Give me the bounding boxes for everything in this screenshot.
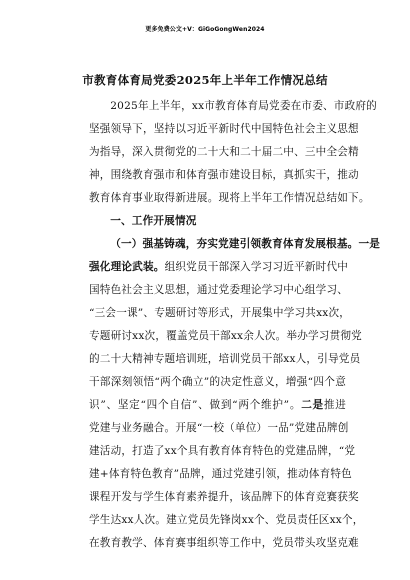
text-line: 专题研讨xx次，覆盖党员干部xx余人次。举办学习贯彻党 <box>89 330 362 342</box>
text-span: 识”、坚定“四个自信”、做到“两个维护”。 <box>89 399 302 411</box>
section-heading: 一、工作开展情况 <box>110 215 197 227</box>
text-line: 教育体育事业取得新进展。现将上半年工作情况总结如下。 <box>89 192 370 204</box>
text-line: 建+体育特色教育”品牌，通过党建引领，推动体育特色 <box>89 468 352 480</box>
text-line: 在教育教学、体育赛事组织等工作中，党员带头攻坚克难 <box>89 537 359 549</box>
document-title: 市教育体育局党委2025年上半年工作情况总结 <box>82 73 328 87</box>
text-span: 组织党员干部深入学习习近平新时代中 <box>164 261 349 273</box>
bold-phrase: 强化理论武装。 <box>89 261 165 273</box>
text-line: 坚强领导下，坚持以习近平新时代中国特色社会主义思想 <box>89 123 359 135</box>
paragraph-party-building <box>89 233 381 555</box>
text-line: 建活动，打造了xx个具有教育体育特色的党建品牌，“党 <box>89 445 356 457</box>
text-span: 推进 <box>323 399 347 411</box>
text-line <box>89 256 349 279</box>
text-line: 干部深刻领悟“两个确立”的决定性意义，增强“四个意 <box>89 376 346 388</box>
text-line: “三会一课”、专题研讨等形式，开展集中学习共xx次， <box>89 307 351 319</box>
text-line: （一）强基铸魂，夯实党建引领教育体育发展根基。一是 <box>110 238 381 250</box>
text-line: 课程开发与学生体育素养提升，该品牌下的体育竞赛获奖 <box>89 491 359 503</box>
text-line: 神，围绕教育强市和体育强市建设目标，真抓实干，推动 <box>89 169 359 181</box>
bold-phrase: 二是 <box>301 399 324 411</box>
text-line: 2025年上半年，xx市教育体育局党委在市委、市政府的 <box>110 100 377 112</box>
text-line: 党建与业务融合。开展“一校（单位）一品”党建品牌创 <box>89 422 349 434</box>
header-watermark: 更多免费公文+V：GiGoGongWen2024 <box>145 26 265 33</box>
document-body <box>89 95 381 555</box>
text-line: 的二十大精神专题培训班，培训党员干部xx人，引导党员 <box>89 353 361 365</box>
text-line <box>89 394 346 417</box>
text-line: 国特色社会主义思想，通过党委理论学习中心组学习、 <box>89 284 349 296</box>
text-line: 学生达xx人次。建立党员先锋岗xx个、党员责任区xx个， <box>89 514 364 526</box>
intro-paragraph <box>89 95 377 210</box>
text-line: 为指导，深入贯彻党的二十大和二十届二中、三中全会精 <box>89 146 359 158</box>
